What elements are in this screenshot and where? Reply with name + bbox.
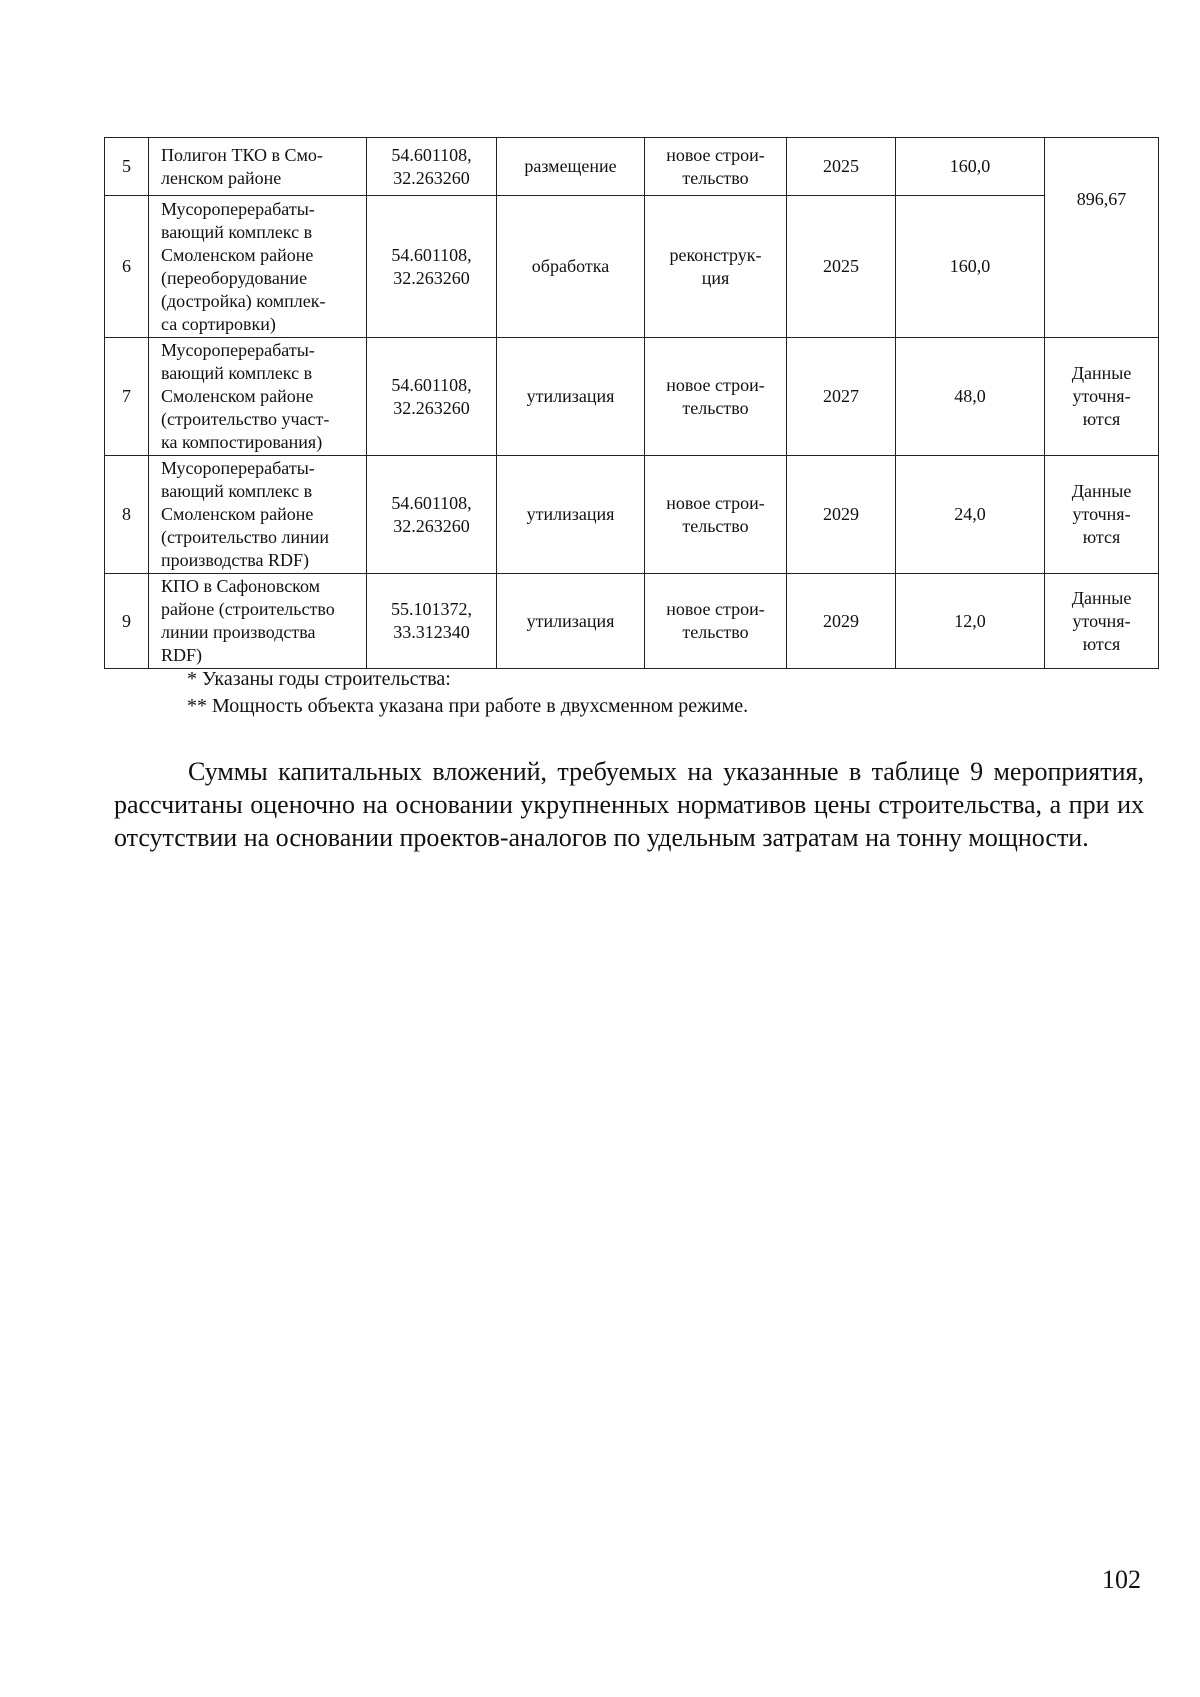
footnote-capacity: ** Мощность объекта указана при работе в двухсменном режиме. xyxy=(187,695,749,717)
construction-year: 2025 xyxy=(787,196,896,338)
coordinates: 54.601108, 32.263260 xyxy=(367,456,497,574)
facility-name: Мусороперерабаты- вающий комплекс в Смоленском районе (переоборудование (достройка) комплек- са сортировки) xyxy=(149,196,367,338)
investment-cost: 896,67 xyxy=(1045,138,1159,338)
row-number: 6 xyxy=(105,196,149,338)
construction-type: реконструк- ция xyxy=(645,196,787,338)
footnote-years: * Указаны годы строительства: xyxy=(187,668,451,690)
construction-type: новое строи- тельство xyxy=(645,574,787,669)
facility-name: Полигон ТКО в Смо- ленском районе xyxy=(149,138,367,196)
capacity: 48,0 xyxy=(896,338,1045,456)
construction-type: новое строи- тельство xyxy=(645,456,787,574)
activity-type: утилизация xyxy=(497,574,645,669)
facilities-table xyxy=(104,137,1159,669)
activity-type: обработка xyxy=(497,196,645,338)
table-row xyxy=(105,138,1159,196)
table-footnotes xyxy=(187,666,748,720)
facility-name: Мусороперерабаты- вающий комплекс в Смоленском районе (строительство линии производства RDF) xyxy=(149,456,367,574)
construction-year: 2029 xyxy=(787,574,896,669)
facility-name: КПО в Сафоновском районе (строительство линии производства RDF) xyxy=(149,574,367,669)
row-number: 8 xyxy=(105,456,149,574)
row-number: 5 xyxy=(105,138,149,196)
construction-year: 2029 xyxy=(787,456,896,574)
table-row xyxy=(105,456,1159,574)
investment-cost: Данные уточня- ются xyxy=(1045,338,1159,456)
coordinates: 54.601108, 32.263260 xyxy=(367,196,497,338)
activity-type: утилизация xyxy=(497,456,645,574)
construction-type: новое строи- тельство xyxy=(645,138,787,196)
activity-type: утилизация xyxy=(497,338,645,456)
table-row xyxy=(105,574,1159,669)
facility-name: Мусороперерабаты- вающий комплекс в Смоленском районе (строительство участ- ка компостирования) xyxy=(149,338,367,456)
capacity: 160,0 xyxy=(896,138,1045,196)
body-paragraph: Суммы капитальных вложений, требуемых на указанные в таблице 9 мероприятия, рассчитаны оценочно на основании укрупненных нормативов цены строительства, а при их отсутствии на основании проектов-аналогов по удельным затратам на тонну мощности. xyxy=(114,757,1144,852)
construction-year: 2027 xyxy=(787,338,896,456)
construction-year: 2025 xyxy=(787,138,896,196)
page-number: 102 xyxy=(1102,1565,1141,1594)
table-row xyxy=(105,338,1159,456)
investment-cost: Данные уточня- ются xyxy=(1045,574,1159,669)
capacity: 12,0 xyxy=(896,574,1045,669)
capacity: 160,0 xyxy=(896,196,1045,338)
row-number: 7 xyxy=(105,338,149,456)
capacity: 24,0 xyxy=(896,456,1045,574)
coordinates: 54.601108, 32.263260 xyxy=(367,138,497,196)
activity-type: размещение xyxy=(497,138,645,196)
row-number: 9 xyxy=(105,574,149,669)
construction-type: новое строи- тельство xyxy=(645,338,787,456)
coordinates: 54.601108, 32.263260 xyxy=(367,338,497,456)
coordinates: 55.101372, 33.312340 xyxy=(367,574,497,669)
investment-cost: Данные уточня- ются xyxy=(1045,456,1159,574)
table-row xyxy=(105,196,1159,338)
